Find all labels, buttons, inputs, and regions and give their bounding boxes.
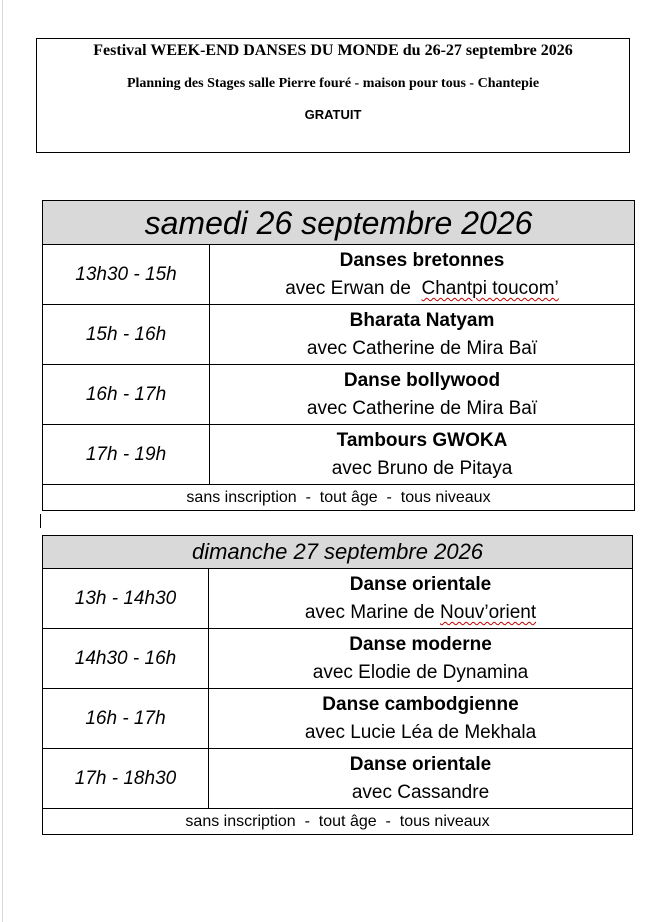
activity-cell (209, 689, 633, 749)
dance-name: Danse orientale (349, 574, 492, 595)
time-slot: 16h - 17h (43, 365, 210, 425)
instructor-line: avec Catherine de Mira Baï (306, 338, 538, 359)
saturday-schedule-table (42, 200, 635, 511)
sunday-day-title: dimanche 27 septembre 2026 (43, 536, 633, 569)
dance-name: Danse bollywood (343, 370, 501, 391)
instructor-text: avec Marine de (304, 602, 441, 623)
time-slot: 13h - 14h30 (43, 569, 209, 629)
page-margin-line (2, 0, 3, 922)
dance-name: Tambours GWOKA (336, 430, 508, 451)
table-row (43, 629, 633, 689)
dance-name: Bharata Natyam (349, 310, 495, 331)
time-slot: 17h - 19h (43, 425, 210, 485)
time-slot: 16h - 17h (43, 689, 209, 749)
price-label: GRATUIT (304, 107, 362, 122)
instructor-line: avec Catherine de Mira Baï (306, 398, 538, 419)
activity-cell (210, 425, 635, 485)
table-row (43, 365, 635, 425)
time-slot: 17h - 18h30 (43, 749, 209, 809)
table-row (43, 305, 635, 365)
table-row (43, 245, 635, 305)
table-row (43, 689, 633, 749)
sunday-footer-note: sans inscription - tout âge - tous niveaux (43, 809, 633, 835)
dance-name: Danse moderne (349, 634, 492, 655)
festival-subtitle: Planning des Stages salle Pierre fouré - maison pour tous - Chantepie (126, 76, 540, 91)
sunday-schedule-table (42, 535, 633, 835)
activity-cell (209, 569, 633, 629)
saturday-footer-note: sans inscription - tout âge - tous niveaux (43, 485, 635, 511)
saturday-day-title: samedi 26 septembre 2026 (43, 201, 635, 245)
instructor-line: avec Lucie Léa de Mekhala (304, 722, 537, 743)
text-cursor (40, 514, 41, 528)
dance-name: Danse cambodgienne (322, 694, 519, 715)
instructor-line: avec Cassandre (351, 782, 490, 803)
table-row (43, 569, 633, 629)
activity-cell (210, 305, 635, 365)
table-row (43, 749, 633, 809)
festival-header (36, 38, 630, 153)
activity-cell (209, 749, 633, 809)
instructor-line (210, 278, 634, 300)
table-row (43, 425, 635, 485)
organization-name: Chantpi toucom’ (421, 278, 559, 299)
dance-name: Danse orientale (349, 754, 492, 775)
instructor-line: avec Bruno de Pitaya (331, 458, 513, 479)
activity-cell (210, 245, 635, 305)
time-slot: 14h30 - 16h (43, 629, 209, 689)
activity-cell (209, 629, 633, 689)
instructor-line (209, 602, 632, 624)
instructor-text: avec Erwan de (285, 278, 422, 299)
festival-title: Festival WEEK-END DANSES DU MONDE du 26-27 septembre 2026 (93, 42, 573, 59)
time-slot: 15h - 16h (43, 305, 210, 365)
activity-cell (210, 365, 635, 425)
instructor-line: avec Elodie de Dynamina (312, 662, 529, 683)
dance-name: Danses bretonnes (339, 250, 505, 271)
organization-name: Nouv’orient (440, 602, 537, 623)
time-slot: 13h30 - 15h (43, 245, 210, 305)
